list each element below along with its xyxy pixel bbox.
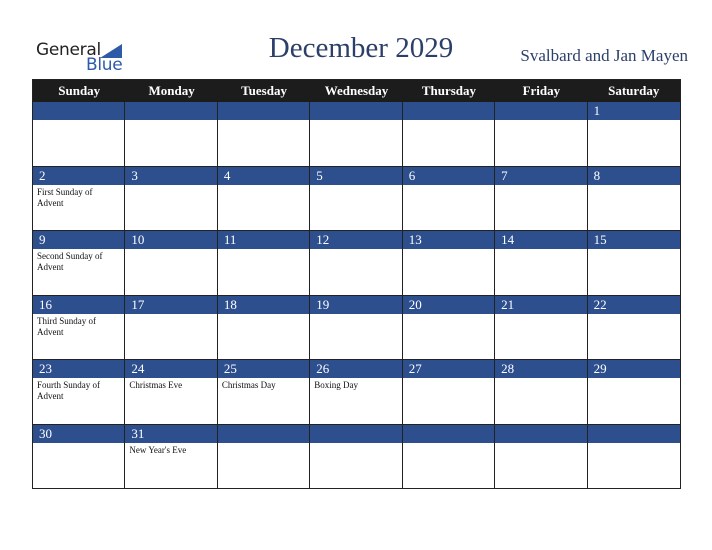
day-number: 26 [310,360,401,378]
day-number: 20 [403,296,494,314]
holiday-label [218,185,309,187]
day-number: 4 [218,167,309,185]
holiday-label [33,443,124,445]
holiday-label [310,249,401,251]
holiday-label [125,314,216,316]
day-number [403,425,494,443]
day-cell[interactable] [588,102,680,167]
day-number [403,102,494,120]
page-header [0,0,712,78]
holiday-label [403,185,494,187]
day-number: 10 [125,231,216,249]
dow-tuesday: Tuesday [241,83,287,98]
holiday-label: First Sunday of Advent [37,186,93,208]
dow-sunday: Sunday [58,83,101,98]
day-cell[interactable] [218,425,310,490]
holiday-label [403,249,494,251]
day-cell[interactable] [495,296,587,361]
holiday-label [310,443,401,445]
holiday-label: Boxing Day [314,380,359,390]
days-of-week-header [33,80,680,102]
day-cell[interactable] [33,425,125,490]
logo-text-blue: Blue [86,55,123,75]
day-number: 12 [310,231,401,249]
day-cell[interactable] [495,360,587,425]
holiday-label: New Year's Eve [129,444,187,455]
day-cell[interactable] [495,425,587,490]
holiday-label [588,249,680,251]
holiday-label [310,314,401,316]
day-number [588,425,680,443]
day-number: 14 [495,231,586,249]
region-name: Svalbard and Jan Mayen [520,46,688,65]
day-cell[interactable] [403,296,495,361]
day-number [495,102,586,120]
holiday-label [310,185,401,187]
holiday-label: Third Sunday of Advent [37,315,96,337]
weeks-container [33,102,680,489]
generalblue-logo [36,40,136,74]
holiday-label [588,378,680,380]
holiday-label: Second Sunday of Advent [37,251,103,272]
week-row [33,167,680,232]
holiday-label [495,120,586,122]
holiday-label [495,443,586,445]
day-number [218,425,309,443]
day-cell[interactable] [125,167,217,232]
day-number: 9 [33,231,124,249]
day-cell[interactable] [218,231,310,296]
day-cell[interactable] [310,167,402,232]
dow-saturday: Saturday [608,83,660,98]
holiday-label [495,185,586,187]
day-cell[interactable] [33,167,125,232]
day-cell[interactable] [588,167,680,232]
day-cell[interactable] [33,231,125,296]
day-cell[interactable] [495,102,587,167]
dow-thursday: Thursday [421,83,477,98]
day-cell[interactable] [403,360,495,425]
day-number: 16 [33,296,124,314]
day-number: 11 [218,231,309,249]
day-cell[interactable] [495,167,587,232]
day-cell[interactable] [310,425,402,490]
day-cell[interactable] [125,425,217,490]
holiday-label [125,249,216,251]
day-number: 22 [588,296,680,314]
day-number: 30 [33,425,124,443]
holiday-label [218,249,309,251]
holiday-label: Christmas Eve [129,380,183,390]
day-cell[interactable] [403,102,495,167]
holiday-label [588,314,680,316]
day-number: 23 [33,360,124,378]
day-number: 28 [495,360,586,378]
day-number: 19 [310,296,401,314]
day-number: 6 [403,167,494,185]
day-number: 7 [495,167,586,185]
day-number: 2 [33,167,124,185]
week-row [33,360,680,425]
day-number [310,102,401,120]
holiday-label [218,314,309,316]
day-cell[interactable] [588,425,680,490]
day-number: 15 [588,231,680,249]
day-cell[interactable] [33,102,125,167]
holiday-label [588,185,680,187]
holiday-label [125,185,216,187]
day-number: 8 [588,167,680,185]
week-row [33,425,680,490]
day-cell[interactable] [495,231,587,296]
day-cell[interactable] [588,360,680,425]
holiday-label [403,443,494,445]
dow-friday: Friday [522,83,561,98]
calendar-title: December 2029 [268,32,454,64]
holiday-label [33,120,124,122]
holiday-label [218,443,309,445]
day-number: 27 [403,360,494,378]
day-cell[interactable] [403,425,495,490]
day-number [125,102,216,120]
day-number: 5 [310,167,401,185]
day-cell[interactable] [125,296,217,361]
day-cell[interactable] [218,360,310,425]
day-number: 25 [218,360,309,378]
day-number: 13 [403,231,494,249]
day-number [310,425,401,443]
holiday-label: Fourth Sunday of Advent [37,380,100,401]
day-cell[interactable] [218,167,310,232]
day-cell[interactable] [310,296,402,361]
day-cell[interactable] [218,102,310,167]
day-number: 31 [125,425,216,443]
week-row [33,231,680,296]
day-cell[interactable] [588,231,680,296]
day-cell[interactable] [310,231,402,296]
day-number: 24 [125,360,216,378]
calendar-grid [32,79,681,489]
holiday-label [125,120,216,122]
day-cell[interactable] [403,231,495,296]
day-cell[interactable] [33,360,125,425]
day-number: 21 [495,296,586,314]
holiday-label: Christmas Day [221,380,276,390]
holiday-label [403,314,494,316]
day-cell[interactable] [310,102,402,167]
week-row [33,296,680,361]
holiday-label [495,378,586,380]
day-number: 1 [588,102,680,120]
day-number [495,425,586,443]
dow-wednesday: Wednesday [324,83,389,98]
holiday-label [588,443,680,445]
day-cell[interactable] [33,296,125,361]
day-cell[interactable] [310,360,402,425]
day-number [218,102,309,120]
dow-monday: Monday [148,83,195,98]
holiday-label [403,378,494,380]
day-cell[interactable] [588,296,680,361]
holiday-label [588,120,680,122]
holiday-label [495,314,586,316]
day-cell[interactable] [125,102,217,167]
day-cell[interactable] [125,360,217,425]
holiday-label [495,249,586,251]
holiday-label [310,120,401,122]
day-cell[interactable] [403,167,495,232]
week-row [33,102,680,167]
day-number: 3 [125,167,216,185]
logo-text-general: General [36,40,101,60]
day-number [33,102,124,120]
day-number: 29 [588,360,680,378]
day-cell[interactable] [218,296,310,361]
holiday-label [218,120,309,122]
day-number: 18 [218,296,309,314]
day-cell[interactable] [125,231,217,296]
day-number: 17 [125,296,216,314]
holiday-label [403,120,494,122]
